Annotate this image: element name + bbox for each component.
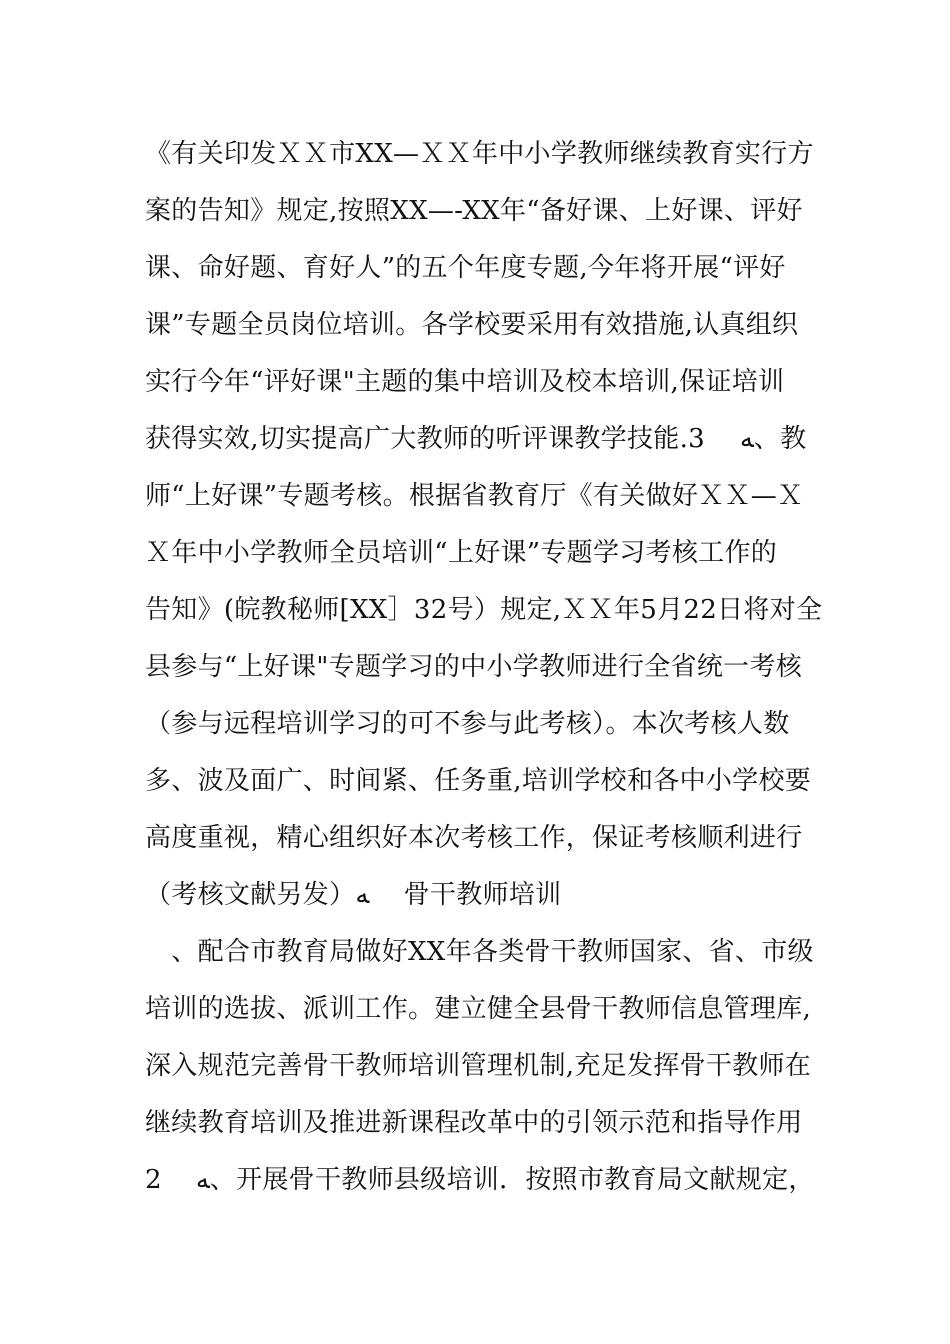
text-line: 培训的选拔、派训工作。建立健全县骨干教师信息管理库, (145, 994, 812, 1024)
text-line: 课、命好题、育好人”的五个年度专题,今年将开展“评好 (145, 253, 786, 283)
text-line: 师“上好课”专题考核。根据省教育厅《有关做好ＸＸ—Ｘ (145, 481, 804, 511)
text-line: 获得实效,切实提高广大教师的听评课教学技能.3 ﻪ、教 (145, 424, 807, 454)
text-line: 深入规范完善骨干教师培训管理机制,充足发挥骨干教师在 (145, 1051, 812, 1081)
text-line: 《有关印发ＸＸ市XX—ＸＸ年中小学教师继续教育实行方 (145, 139, 814, 169)
text-line: （考核文献另发）ﻪ 骨干教师培训 (145, 880, 562, 910)
text-line: 继续教育培训及推进新课程改革中的引领示范和指导作用 (145, 1108, 803, 1138)
text-line: 2 ﻪ、开展骨干教师县级培训．按照市教育局文献规定， (145, 1165, 815, 1195)
text-line: 案的告知》规定,按照XX—-XX年“备好课、上好课、评好 (145, 196, 803, 226)
text-line: 告知》(皖教秘师[XX］32号）规定,ＸＸ年5月22日将对全 (145, 595, 823, 625)
text-line: 多、波及面广、时间紧、任务重,培训学校和各中小学校要 (145, 766, 812, 796)
text-line: 实行今年“评好课"主题的集中培训及校本培训,保证培训 (145, 367, 785, 397)
text-line: 县参与“上好课"专题学习的中小学教师进行全省统一考核 (145, 652, 803, 682)
text-line: Ｘ年中小学教师全员培训“上好课”专题学习考核工作的 (145, 538, 778, 568)
text-line: 高度重视，精心组织好本次考核工作，保证考核顺利进行 (145, 823, 803, 853)
text-line: 课”专题全员岗位培训。各学校要采用有效措施,认真组织 (145, 310, 799, 340)
text-line: 、配合市教育局做好XX年各类骨干教师国家、省、市级 (145, 937, 814, 967)
text-line: （参与远程培训学习的可不参与此考核）。本次考核人数 (145, 709, 790, 739)
